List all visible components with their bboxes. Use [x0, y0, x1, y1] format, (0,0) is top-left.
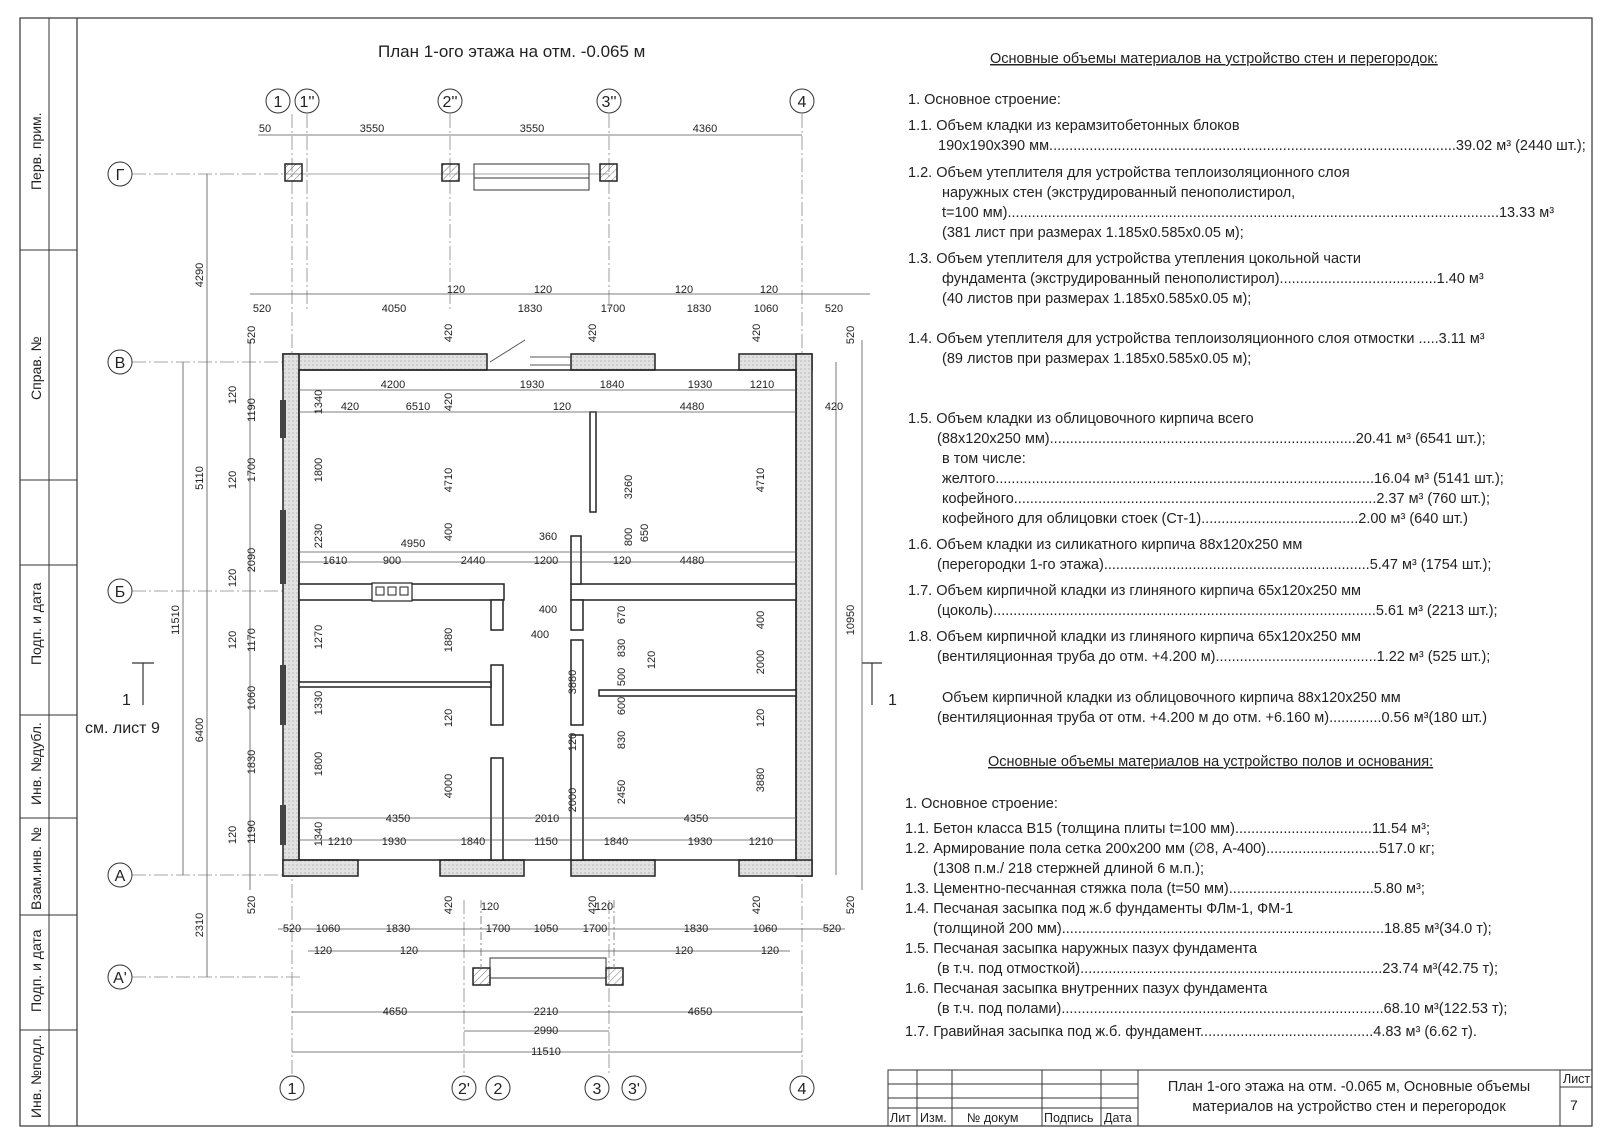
spec-line: (в т.ч. под отмосткой)...........................................................................23.74 м³(42.75 т); [937, 961, 1499, 977]
strip-label-perv: Перв. прим. [28, 112, 44, 190]
dim-label: 1610 [322, 555, 348, 567]
dim-label: 3260 [623, 474, 635, 500]
dim-label: 1270 [313, 624, 325, 650]
dim-label: 120 [446, 284, 466, 296]
dim-label: 1210 [749, 379, 775, 391]
dim-label: 420 [340, 401, 360, 413]
dim-label: 4650 [382, 1006, 408, 1018]
dim-label: 4050 [381, 303, 407, 315]
axis-label: 4 [797, 94, 807, 111]
dim-label: 2010 [534, 813, 560, 825]
strip-label-vzam: Взам.инв. № [28, 827, 44, 910]
dim-label: 2990 [533, 1025, 559, 1037]
spec-line: (вентиляционная труба от отм. +4.200 м до отм. +6.160 м).............0.56 м³(180 шт.) [937, 710, 1488, 726]
dim-label: 800 [623, 527, 635, 547]
spec-line: 1.6. Объем кладки из силикатного кирпича 88x120x250 мм [908, 537, 1303, 553]
dim-label: 420 [751, 323, 763, 343]
col-lit: Лит [890, 1111, 911, 1125]
dim-label: 120 [227, 825, 239, 845]
dim-label: 1210 [748, 836, 774, 848]
dim-label: 1800 [313, 457, 325, 483]
dim-label: 120 [755, 708, 767, 728]
walls-heading: Основные объемы материалов на устройство стен и перегородок: [990, 51, 1438, 67]
dim-label: 1190 [246, 398, 258, 422]
dim-label: 120 [227, 630, 239, 650]
spec-line: наружных стен (экструдированный пенополистирол, [942, 185, 1296, 201]
dim-label: 120 [227, 385, 239, 405]
col-date: Дата [1104, 1111, 1132, 1125]
dim-label: 830 [616, 638, 628, 658]
dim-label: 1700 [600, 303, 626, 315]
dim-label: 4360 [692, 123, 718, 135]
dim-label: 1330 [313, 690, 325, 716]
dim-label: 400 [443, 522, 455, 542]
dim-label: 520 [822, 923, 842, 935]
spec-line: в том числе: [942, 451, 1026, 467]
dim-label: 420 [824, 401, 844, 413]
dim-label: 1060 [246, 685, 258, 711]
spec-line: 1.8. Объем кирпичной кладки из глиняного кирпича 65x120x250 мм [908, 629, 1362, 645]
axis-label: 1 [273, 94, 283, 111]
dim-label: 420 [587, 323, 599, 343]
dim-label: 2090 [246, 547, 258, 573]
dim-label: 4000 [443, 773, 455, 799]
dim-label: 520 [282, 923, 302, 935]
dim-label: 1880 [443, 627, 455, 653]
floors-specification [905, 754, 1507, 1040]
walls-specification [908, 51, 1586, 726]
dim-label: 3550 [359, 123, 385, 135]
strip-label-podp2: Подп. и дата [28, 929, 44, 1012]
dim-label: 420 [443, 895, 455, 915]
dim-label: 420 [443, 392, 455, 412]
dim-label: 1060 [315, 923, 341, 935]
dim-label: 2000 [755, 649, 767, 675]
spec-line: 1.1. Бетон класса B15 (толщина плиты t=100 мм)..................................11.54 м³; [905, 821, 1431, 837]
dim-label: 1840 [599, 379, 625, 391]
axis-label: 4 [797, 1081, 807, 1098]
dim-label: 4710 [755, 467, 767, 493]
spec-line: 1.3. Цементно-песчанная стяжка пола (t=50 мм)....................................5.80 м³; [905, 881, 1425, 897]
spec-line: 1.7. Гравийная засыпка под ж.б. фундамент...........................................4.83 м³ (6.62 т). [905, 1024, 1477, 1040]
dim-label: 600 [616, 696, 628, 716]
dim-label: 6510 [405, 401, 431, 413]
stove [372, 583, 412, 601]
dim-label: 1340 [313, 821, 325, 847]
section-mark-right: 1 [888, 692, 897, 709]
dim-label: 1060 [753, 303, 779, 315]
dim-label: 1190 [246, 820, 258, 844]
axis-label: 3 [592, 1081, 602, 1098]
dim-label: 120 [443, 708, 455, 728]
dim-label: 120 [399, 945, 419, 957]
axis-bubbles-left [108, 162, 132, 989]
dim-label: 120 [646, 650, 658, 670]
dim-label: 4350 [683, 813, 709, 825]
axis-label: 2'' [442, 94, 458, 111]
dim-label: 2310 [194, 912, 206, 938]
dim-label: 1930 [519, 379, 545, 391]
dim-label: 500 [616, 667, 628, 687]
dim-label: 1200 [533, 555, 559, 567]
axis-bubbles-bottom [280, 1076, 814, 1100]
dim-label: 1060 [752, 923, 778, 935]
axis-label: 3'' [601, 94, 617, 111]
spec-line: 1.3. Объем утеплителя для устройства утепления цокольной части [908, 251, 1362, 267]
axis-label: Г [115, 167, 125, 184]
col-izm: Изм. [920, 1111, 947, 1125]
dim-label: 10950 [845, 604, 857, 636]
spec-line: 1.4. Песчаная засыпка под ж.б фундаменты ФЛм-1, ФМ-1 [905, 901, 1294, 917]
dim-label: 830 [616, 730, 628, 750]
spec-line: 1.5. Песчаная засыпка наружных пазух фундамента [905, 941, 1258, 957]
spec-line: фундамента (экструдированный пенополистирол).......................................1.40 м³ [942, 271, 1484, 287]
dim-label: 520 [246, 325, 258, 345]
dim-label: 1830 [517, 303, 543, 315]
dim-label: 1700 [246, 457, 258, 483]
dim-label: 1930 [381, 836, 407, 848]
dim-label: 120 [227, 568, 239, 588]
dim-label: 1700 [485, 923, 511, 935]
dim-label: 1170 [246, 628, 258, 652]
axis-bubbles-top [266, 89, 814, 113]
dim-label: 120 [594, 901, 614, 913]
dim-label: 120 [227, 470, 239, 490]
section-mark-left: 1 [122, 692, 131, 709]
spec-line: (40 листов при размерах 1.185x0.585x0.05 м); [942, 291, 1252, 307]
dim-label: 4200 [380, 379, 406, 391]
dim-label: 1340 [313, 389, 325, 415]
dim-label: 5110 [194, 466, 206, 490]
spec-line: 1.2. Объем утеплителя для устройства теплоизоляционного слоя [908, 165, 1350, 181]
dim-label: 120 [480, 901, 500, 913]
axis-label: А [114, 868, 126, 885]
dim-label: 4350 [385, 813, 411, 825]
dim-label: 650 [639, 523, 651, 543]
dim-label: 400 [530, 629, 550, 641]
dim-label: 1830 [385, 923, 411, 935]
dim-label: 520 [252, 303, 272, 315]
spec-line: 1.5. Объем кладки из облицовочного кирпича всего [908, 411, 1254, 427]
spec-line: 1.2. Армирование пола сетка 200x200 мм (∅8, А-400)............................517.0 кг; [905, 841, 1435, 857]
axis-label: А' [113, 970, 127, 987]
axis-label: 3' [628, 1081, 640, 1098]
spec-line: Объем кирпичной кладки из облицовочного кирпича 88x120x250 мм [942, 690, 1401, 706]
dim-label: 11510 [531, 1046, 561, 1058]
plan-title: План 1-ого этажа на отм. -0.065 м [378, 42, 646, 61]
dim-label: 2230 [313, 523, 325, 549]
spec-line: (в т.ч. под полами)................................................................................68.10 м³(122.53 т); [937, 1001, 1508, 1017]
spec-line: (89 листов при размерах 1.185x0.585x0.05 м); [942, 351, 1252, 367]
dim-label: 2000 [567, 787, 579, 813]
axis-label: 2 [493, 1081, 503, 1098]
dim-label: 360 [538, 531, 558, 543]
spec-line: (толщиной 200 мм)................................................................................18.85 м³(34.0 т); [933, 921, 1492, 937]
dim-label: 120 [567, 732, 579, 752]
dim-label: 1840 [603, 836, 629, 848]
spec-line: кофейного..........................................................................................2.37 м³ (760 шт.); [942, 491, 1491, 507]
dim-label: 3550 [519, 123, 545, 135]
dim-label: 4950 [400, 538, 426, 550]
dim-label: 1150 [534, 836, 558, 848]
floors-subheading: 1. Основное строение: [905, 796, 1058, 812]
sheet-number: 7 [1570, 1097, 1578, 1113]
sheet-label: Лист [1563, 1072, 1591, 1086]
spec-line: (381 лист при размерах 1.185x0.585x0.05 м); [942, 225, 1244, 241]
dim-label: 420 [751, 895, 763, 915]
dim-label: 2440 [460, 555, 486, 567]
axis-label: 1 [287, 1081, 297, 1098]
dim-label: 120 [759, 284, 779, 296]
axis-label: 1'' [299, 94, 315, 111]
dim-label: 1830 [683, 923, 709, 935]
spec-line: желтого..............................................................................................16.04 м³ (5141 шт.); [942, 471, 1504, 487]
dim-label: 1840 [460, 836, 486, 848]
dim-label: 670 [616, 605, 628, 625]
dim-label: 120 [612, 555, 632, 567]
spec-line: t=100 мм)..........................................................................................................................13.33 м³ [942, 205, 1555, 221]
dim-label: 2450 [616, 779, 628, 805]
dim-label: 1700 [582, 923, 608, 935]
dim-label: 120 [533, 284, 553, 296]
terrace-upper [285, 164, 617, 190]
spec-line: (перегородки 1-го этажа)..................................................................5.47 м³ (1754 шт.); [937, 557, 1492, 573]
dim-label: 520 [246, 895, 258, 915]
floors-heading: Основные объемы материалов на устройство полов и основания: [988, 754, 1434, 770]
dim-label: 4710 [443, 467, 455, 493]
strip-label-sprav: Справ. № [28, 336, 44, 400]
dim-label: 1930 [687, 379, 713, 391]
section-marks [132, 663, 882, 705]
axis-label: В [114, 355, 126, 372]
title-line-2: материалов на устройство стен и перегородок [1192, 1099, 1506, 1115]
dim-label: 1800 [313, 751, 325, 777]
spec-line: 1.6. Песчаная засыпка внутренних пазух фундамента [905, 981, 1268, 997]
dim-label: 900 [382, 555, 402, 567]
dim-label: 1210 [327, 836, 353, 848]
axis-label: Б [114, 584, 126, 601]
dim-label: 1830 [686, 303, 712, 315]
dim-label: 3880 [755, 767, 767, 793]
spec-line: 190x190x390 мм.....................................................................................................39.02 м³ (2440 шт.); [938, 138, 1586, 154]
strip-label-inv-podl: Инв. №подл. [28, 1034, 44, 1118]
dim-label: 11510 [170, 605, 182, 635]
dim-label: 120 [674, 945, 694, 957]
col-sign: Подпись [1044, 1111, 1094, 1125]
dim-label: 4650 [687, 1006, 713, 1018]
dim-label: 1830 [246, 749, 258, 775]
strip-label-podp1: Подп. и дата [28, 582, 44, 665]
section-reference: см. лист 9 [85, 720, 160, 737]
spec-line: 1.7. Объем кирпичной кладки из глиняного кирпича 65x120x250 мм [908, 583, 1362, 599]
dim-label: 4480 [679, 401, 705, 413]
strip-label-inv-dubl: Инв. №дубл. [28, 722, 44, 805]
spec-line: 1.4. Объем утеплителя для устройства теплоизоляционного слоя отмостки .....3.11 м³ [908, 331, 1485, 347]
dim-label: 420 [587, 895, 599, 915]
dim-label: 4480 [679, 555, 705, 567]
dim-label: 120 [760, 945, 780, 957]
dim-label: 520 [824, 303, 844, 315]
dim-label: 2210 [533, 1006, 559, 1018]
left-strip-labels [28, 112, 44, 1118]
dim-label: 520 [845, 895, 857, 915]
col-doc: № докум [967, 1111, 1019, 1125]
dim-label: 400 [538, 604, 558, 616]
walls-subheading: 1. Основное строение: [908, 92, 1061, 108]
spec-line: (цоколь)...............................................................................................5.61 м³ (2213 шт.); [937, 603, 1498, 619]
dim-label: 1050 [533, 923, 559, 935]
spec-line: кофейного для облицовки стоек (Ст-1).......................................2.00 м³ (640 шт.) [942, 511, 1468, 527]
spec-line: (88x120x250 мм)............................................................................20.41 м³ (6541 шт.); [937, 431, 1486, 447]
dim-label: 6400 [194, 717, 206, 743]
title-line-1: План 1-ого этажа на отм. -0.065 м, Основные объемы [1167, 1079, 1531, 1095]
dim-label: 1930 [687, 836, 713, 848]
dim-label: 4290 [194, 262, 206, 288]
dim-label: 120 [552, 401, 572, 413]
dim-label: 400 [755, 610, 767, 630]
spec-line: 1.1. Объем кладки из керамзитобетонных блоков [908, 118, 1240, 134]
dim-label: 420 [443, 323, 455, 343]
spec-line: (вентиляционная труба до отм. +4.200 м)........................................1.22 м³ (525 шт.); [937, 649, 1491, 665]
dim-label: 120 [313, 945, 333, 957]
dim-label: 520 [845, 325, 857, 345]
spec-line: (1308 п.м./ 218 стержней длиной 6 м.п.); [933, 861, 1205, 877]
dim-label: 120 [674, 284, 694, 296]
axis-label: 2' [458, 1081, 470, 1098]
dim-label: 3880 [567, 669, 579, 695]
dim-label: 50 [258, 123, 272, 135]
